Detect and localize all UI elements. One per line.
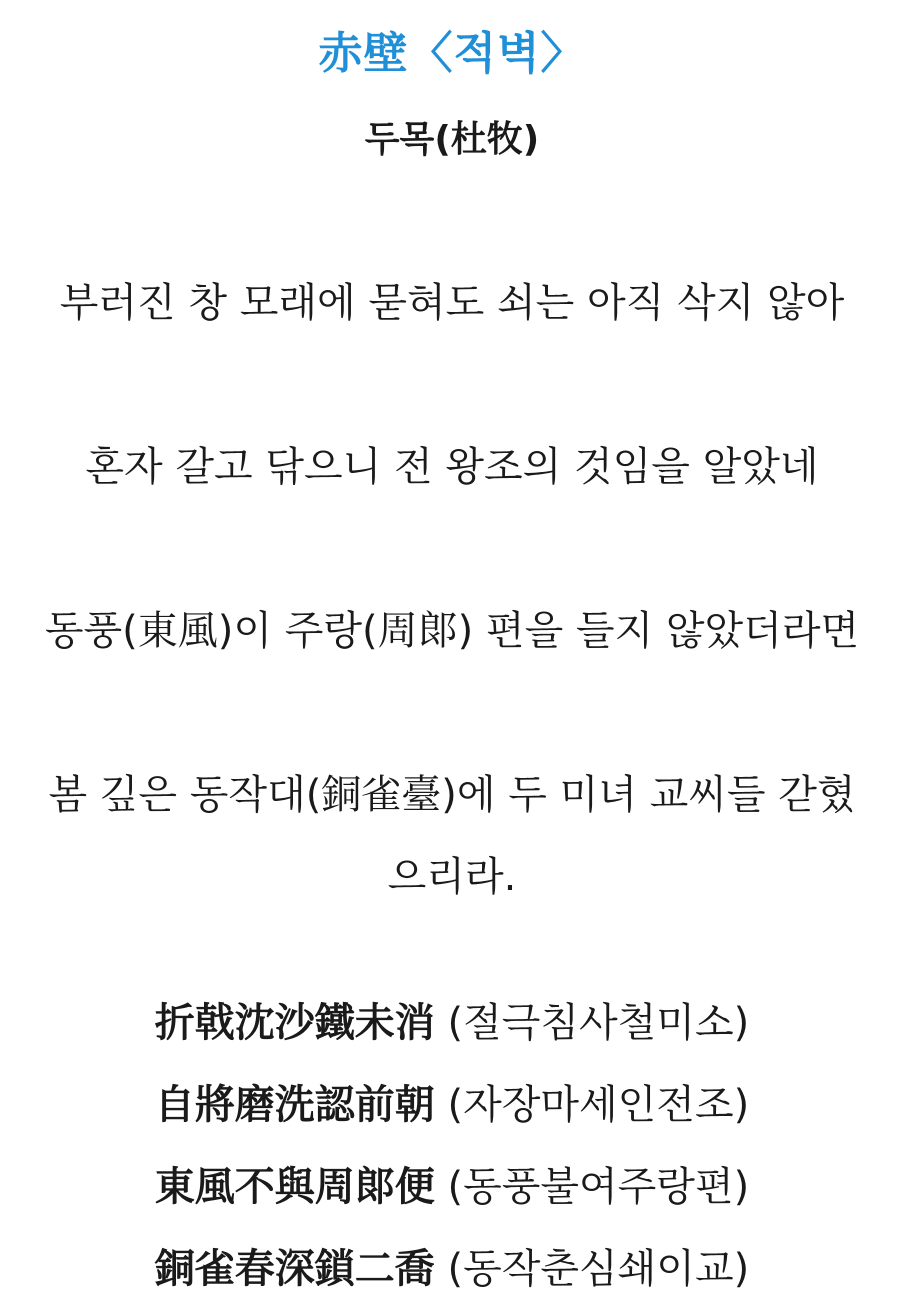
poem-title: 赤壁〈적벽〉	[318, 28, 586, 79]
hanja-text: 折戟沈沙鐵未消	[154, 1000, 435, 1046]
hanja-reading: (동풍불여주랑편)	[447, 1164, 750, 1210]
korean-translation-line-1: 부러진 창 모래에 묻혀도 쇠는 아직 삭지 않아	[59, 280, 845, 326]
korean-translation-line-3: 동풍(東風)이 주랑(周郞) 편을 들지 않았더라면	[44, 608, 860, 654]
hanja-reading: (동작춘심쇄이교)	[447, 1246, 750, 1292]
hanja-text: 自將磨洗認前朝	[154, 1082, 435, 1128]
korean-translation-line-2: 혼자 갈고 닦으니 전 왕조의 것임을 알았네	[85, 444, 819, 490]
hanja-line-1	[0, 982, 904, 1064]
hanja-text: 銅雀春深鎖二喬	[154, 1246, 435, 1292]
korean-translation-line-4: 봄 깊은 동작대(銅雀臺)에 두 미녀 교씨들 갇혔으리라.	[48, 772, 856, 900]
hanja-reading: (절극침사철미소)	[447, 1000, 750, 1046]
hanja-reading: (자장마세인전조)	[447, 1082, 750, 1128]
hanja-line-4	[0, 1228, 904, 1310]
hanja-text: 東風不與周郞便	[154, 1164, 435, 1210]
hanja-line-2	[0, 1064, 904, 1146]
hanja-line-3	[0, 1146, 904, 1228]
poem-author: 두목(杜牧)	[364, 119, 540, 160]
